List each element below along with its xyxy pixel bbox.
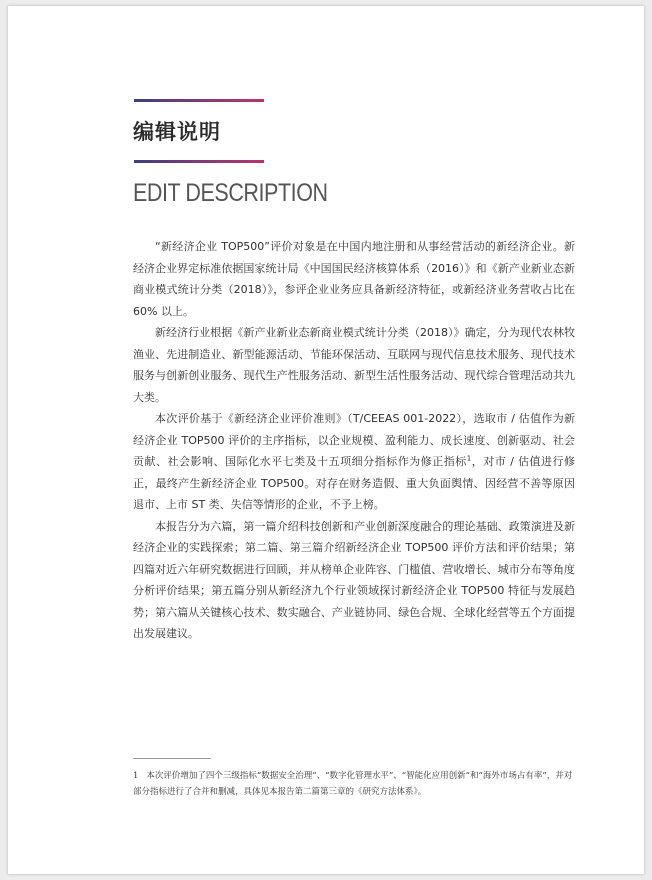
paragraph-1: “新经济企业 TOP500”评价对象是在中国内地注册和从事经营活动的新经济企业。新经济企业界定标准依据国家统计局《中国国民经济核算体系（2016）》和《新产业新业态新商业模式统计分类（2018）》，参评企业业务应具备新经济特征，或新经济业务营收占比在 60% 以上。 bbox=[133, 240, 575, 318]
paragraph-3-tail: ，对市 / 估值进行修正，最终产生新经济企业 TOP500。对存在财务造假、重大负面舆情、因经营不善等原因退市、上市 ST 类、失信等情形的企业，不予上榜。 bbox=[133, 455, 576, 511]
title-accent-bar-bottom bbox=[134, 160, 264, 163]
paragraph-4: 本报告分为六篇，第一篇介绍科技创新和产业创新深度融合的理论基础、政策演进及新经济企业的实践探索；第二篇、第三篇介绍新经济企业 TOP500 评价方法和评价结果；第四篇对近六年研究数据进行回顾，并从榜单企业阵容、门槛值、营收增长、城市分布等角度分析评价结果；第五篇分别从新经济九个行业领域探讨新经济企业 TOP500 特征与发展趋势；第六篇从关键核心技术、数实融合、产业链协同、绿色合规、全球化经营等五个方面提出发展建议。 bbox=[133, 519, 575, 640]
page-subtitle-english: EDIT DESCRIPTION bbox=[133, 179, 328, 207]
footnote-number: 1 bbox=[133, 771, 139, 781]
paragraph-3-main: 本次评价基于《新经济企业评价准则》（T/CEEAS 001-2022），选取市 / 估值作为新经济企业 TOP500 评价的主序指标，以企业规模、盈利能力、成长速度、创新驱动、社会贡献、社会影响、国际化水平七类及十五项细分指标作为修正指标 bbox=[133, 412, 575, 468]
footnote-ref: 1 bbox=[466, 454, 472, 463]
footnote-divider bbox=[133, 758, 211, 759]
page-title: 编辑说明 bbox=[133, 120, 221, 144]
paragraph-2: 新经济行业根据《新产业新业态新商业模式统计分类（2018）》确定，分为现代农林牧渔业、先进制造业、新型能源活动、节能环保活动、互联网与现代信息技术服务、现代技术服务与创新创业服务、现代生产性服务活动、新型生活性服务活动、现代综合管理活动共九大类。 bbox=[133, 326, 575, 404]
document-page bbox=[8, 6, 644, 874]
body-text bbox=[133, 236, 575, 645]
paragraph-3 bbox=[133, 408, 575, 516]
title-accent-bar-top bbox=[134, 99, 264, 102]
footnote-text: 本次评价增加了四个三级指标“数据安全治理”、“数字化管理水平”、“智能化应用创新”和“海外市场占有率”，并对部分指标进行了合并和删减，具体见本报告第二篇第三章的《研究方法体系》。 bbox=[133, 771, 573, 797]
footnote bbox=[133, 768, 575, 800]
